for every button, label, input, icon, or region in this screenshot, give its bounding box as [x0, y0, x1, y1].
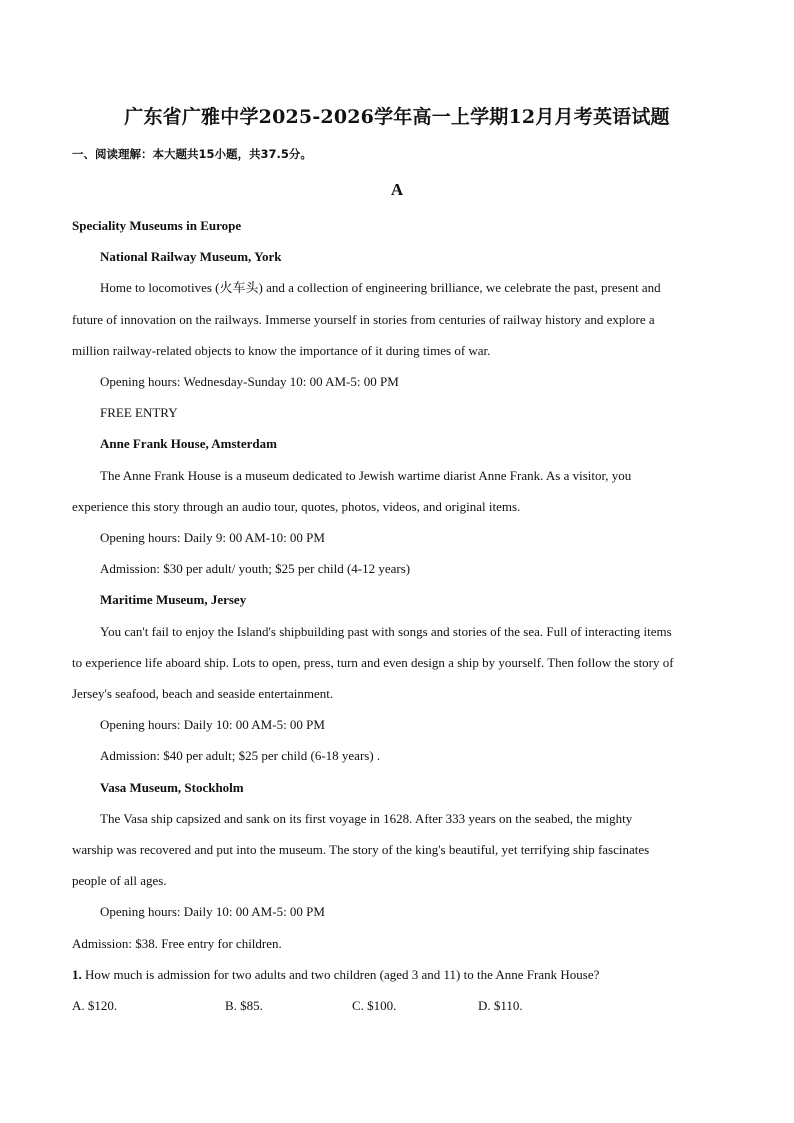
museum-admission: Admission: $30 per adult/ youth; $25 per child (4-12 years): [100, 561, 411, 576]
option-b[interactable]: B. $85.: [225, 998, 263, 1013]
museum-desc-line: Jersey's seafood, beach and seaside entertainment.: [72, 686, 334, 701]
option-c[interactable]: C. $100.: [352, 998, 397, 1013]
museum-desc-line: experience this story through an audio tour, quotes, photos, videos, and original items.: [72, 499, 521, 514]
museum-desc-line: The Vasa ship capsized and sank on its first voyage in 1628. After 333 years on the seabed, the mighty: [100, 811, 633, 826]
museum-desc-line: future of innovation on the railways. Immerse yourself in stories from centuries of railway history and explore a: [72, 312, 655, 327]
museum-desc-line: warship was recovered and put into the museum. The story of the king's beautiful, yet terrifying ship fascinates: [72, 842, 650, 857]
museum-admission: Admission: $38. Free entry for children.: [72, 936, 282, 951]
museum-admission: FREE ENTRY: [100, 405, 178, 420]
museum-name: Maritime Museum, Jersey: [100, 592, 247, 607]
museum-desc-line: million railway-related objects to know the importance of it during times of war.: [72, 343, 491, 358]
page-title: 广东省广雅中学2025-2026学年高一上学期12月月考英语试题: [124, 106, 670, 128]
article-title: Speciality Museums in Europe: [72, 218, 242, 233]
option-d[interactable]: D. $110.: [478, 998, 523, 1013]
museum-name: Vasa Museum, Stockholm: [100, 780, 244, 795]
museum-desc-line: people of all ages.: [72, 873, 167, 888]
question-1: [72, 966, 599, 984]
museum-hours: Opening hours: Daily 9: 00 AM-10: 00 PM: [100, 530, 325, 545]
museum-name: Anne Frank House, Amsterdam: [100, 436, 277, 451]
museum-desc-line: to experience life aboard ship. Lots to open, press, turn and even design a ship by yourself. Then follow the story of: [72, 655, 674, 670]
museum-desc-line: The Anne Frank House is a museum dedicated to Jewish wartime diarist Anne Frank. As a visitor, you: [100, 468, 632, 483]
museum-hours: Opening hours: Wednesday-Sunday 10: 00 AM-5: 00 PM: [100, 374, 399, 389]
museum-hours: Opening hours: Daily 10: 00 AM-5: 00 PM: [100, 717, 325, 732]
museum-admission: Admission: $40 per adult; $25 per child (6-18 years) .: [100, 748, 381, 763]
museum-desc-line: Home to locomotives (火车头) and a collection of engineering brilliance, we celebrate the past, present and: [100, 280, 661, 295]
museum-hours: Opening hours: Daily 10: 00 AM-5: 00 PM: [100, 904, 325, 919]
question-number: 1.: [72, 967, 82, 982]
option-a[interactable]: A. $120.: [72, 998, 118, 1013]
museum-desc-line: You can't fail to enjoy the Island's shipbuilding past with songs and stories of the sea. Full of interacting items: [100, 624, 672, 639]
question-text: How much is admission for two adults and two children (aged 3 and 11) to the Anne Frank House?: [85, 967, 600, 982]
section-heading: 一、阅读理解：本大题共15小题，共37.5分。: [72, 147, 312, 161]
passage-letter: A: [390, 180, 404, 199]
museum-name: National Railway Museum, York: [100, 249, 282, 264]
